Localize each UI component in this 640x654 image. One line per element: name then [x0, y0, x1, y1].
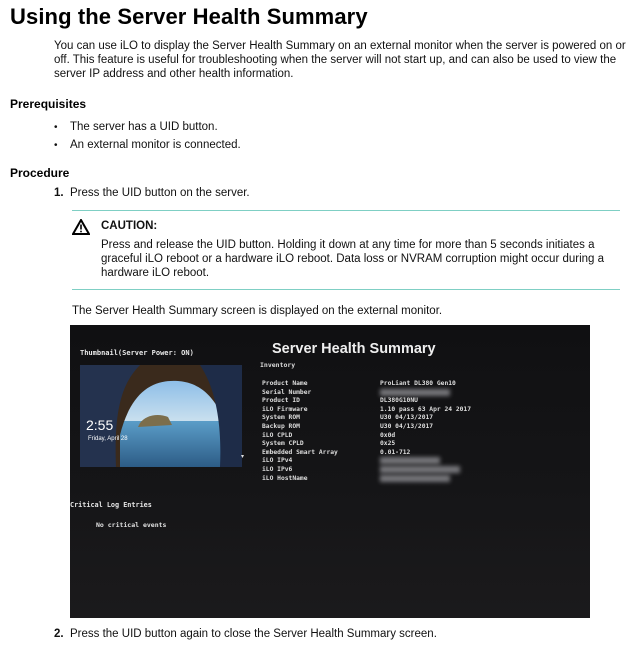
table-row [262, 432, 520, 441]
inventory-label: iLO Firmware [262, 405, 308, 413]
prerequisites-list [54, 118, 241, 154]
inventory-value: 0x25 [380, 440, 396, 448]
inventory-heading: Inventory [260, 361, 296, 369]
table-row [262, 397, 520, 406]
inventory-value: ProLiant DL380 Gen10 [380, 380, 456, 387]
inventory-value: U30 04/13/2017 [380, 414, 434, 422]
screen-heading: Server Health Summary [272, 341, 436, 357]
table-row [262, 406, 520, 415]
procedure-step [54, 187, 250, 199]
table-row [262, 449, 520, 458]
bullet-icon: • [54, 121, 58, 133]
lock-screen-date: Friday, April 28 [88, 436, 128, 442]
inventory-label: Serial Number [262, 388, 312, 396]
step-number: 2. [54, 628, 64, 640]
page-title: Using the Server Health Summary [10, 4, 368, 29]
list-item-text: An external monitor is connected. [70, 139, 241, 151]
procedure-step [54, 628, 437, 640]
inventory-value-redacted [380, 475, 520, 484]
inventory-value: U30 04/13/2017 [380, 422, 434, 430]
inventory-label: Embedded Smart Array [262, 448, 338, 456]
inventory-label: System CPLD [262, 440, 304, 448]
intro-paragraph: You can use iLO to display the Server Health Summary on an external monitor when the server is powered on or off. This feature is useful for troubleshooting when the server will not start up, and can also be used to view the server IP address and other health information. [54, 40, 626, 80]
inventory-value-redacted [380, 389, 520, 398]
caution-title: CAUTION: [101, 220, 158, 232]
bullet-icon: • [54, 139, 58, 151]
inventory-label: iLO IPv6 [262, 465, 293, 473]
result-text: The Server Health Summary screen is displayed on the external monitor. [72, 305, 443, 317]
table-row [262, 466, 520, 475]
table-row [262, 440, 520, 449]
table-row [262, 475, 520, 484]
server-health-screen [70, 325, 590, 618]
thumbnail-label: Thumbnail(Server Power: ON) [80, 349, 194, 357]
inventory-value-redacted [380, 457, 520, 466]
inventory-label: iLO IPv4 [262, 457, 293, 465]
inventory-label: Product Name [262, 380, 308, 387]
inventory-value: 0.01-712 [380, 448, 411, 456]
lock-screen-wallpaper [80, 365, 245, 467]
lock-screen-thumbnail [80, 365, 245, 467]
prerequisites-heading: Prerequisites [10, 97, 87, 111]
table-row [262, 389, 520, 398]
inventory-label: iLO CPLD [262, 431, 293, 439]
table-row [262, 414, 520, 423]
inventory-label: Backup ROM [262, 422, 300, 430]
critical-log-heading: Critical Log Entries [70, 501, 152, 509]
inventory-value-redacted [380, 466, 520, 475]
lock-screen-time: 2:55 [86, 417, 114, 433]
inventory-value: DL380G10NU [380, 397, 418, 405]
step-number: 1. [54, 187, 64, 199]
caution-box [72, 210, 620, 290]
critical-log-text: No critical events [96, 521, 167, 529]
caution-text: Press and release the UID button. Holding it down at any time for more than 5 seconds initiates a graceful iLO reboot or a hardware iLO reboot. Data loss or NVRAM corruption might occur during a hardware iLO reboot. [101, 239, 605, 279]
step-text: Press the UID button again to close the Server Health Summary screen. [70, 628, 437, 640]
inventory-label: Product ID [262, 397, 300, 405]
inventory-value: 0x0d [380, 431, 396, 439]
monitor-photo [70, 325, 590, 618]
list-item [54, 136, 241, 154]
inventory-table [262, 380, 520, 483]
procedure-heading: Procedure [10, 166, 70, 180]
warning-triangle-icon [72, 219, 90, 235]
cursor-icon: ▾ [241, 454, 245, 460]
list-item-text: The server has a UID button. [70, 121, 218, 133]
table-row [262, 457, 520, 466]
table-row [262, 423, 520, 432]
inventory-label: iLO HostName [262, 474, 308, 482]
inventory-value: 1.10 pass 63 Apr 24 2017 [380, 405, 471, 413]
list-item [54, 118, 241, 136]
step-text: Press the UID button on the server. [70, 187, 250, 199]
table-row [262, 380, 520, 389]
inventory-label: System ROM [262, 414, 300, 422]
